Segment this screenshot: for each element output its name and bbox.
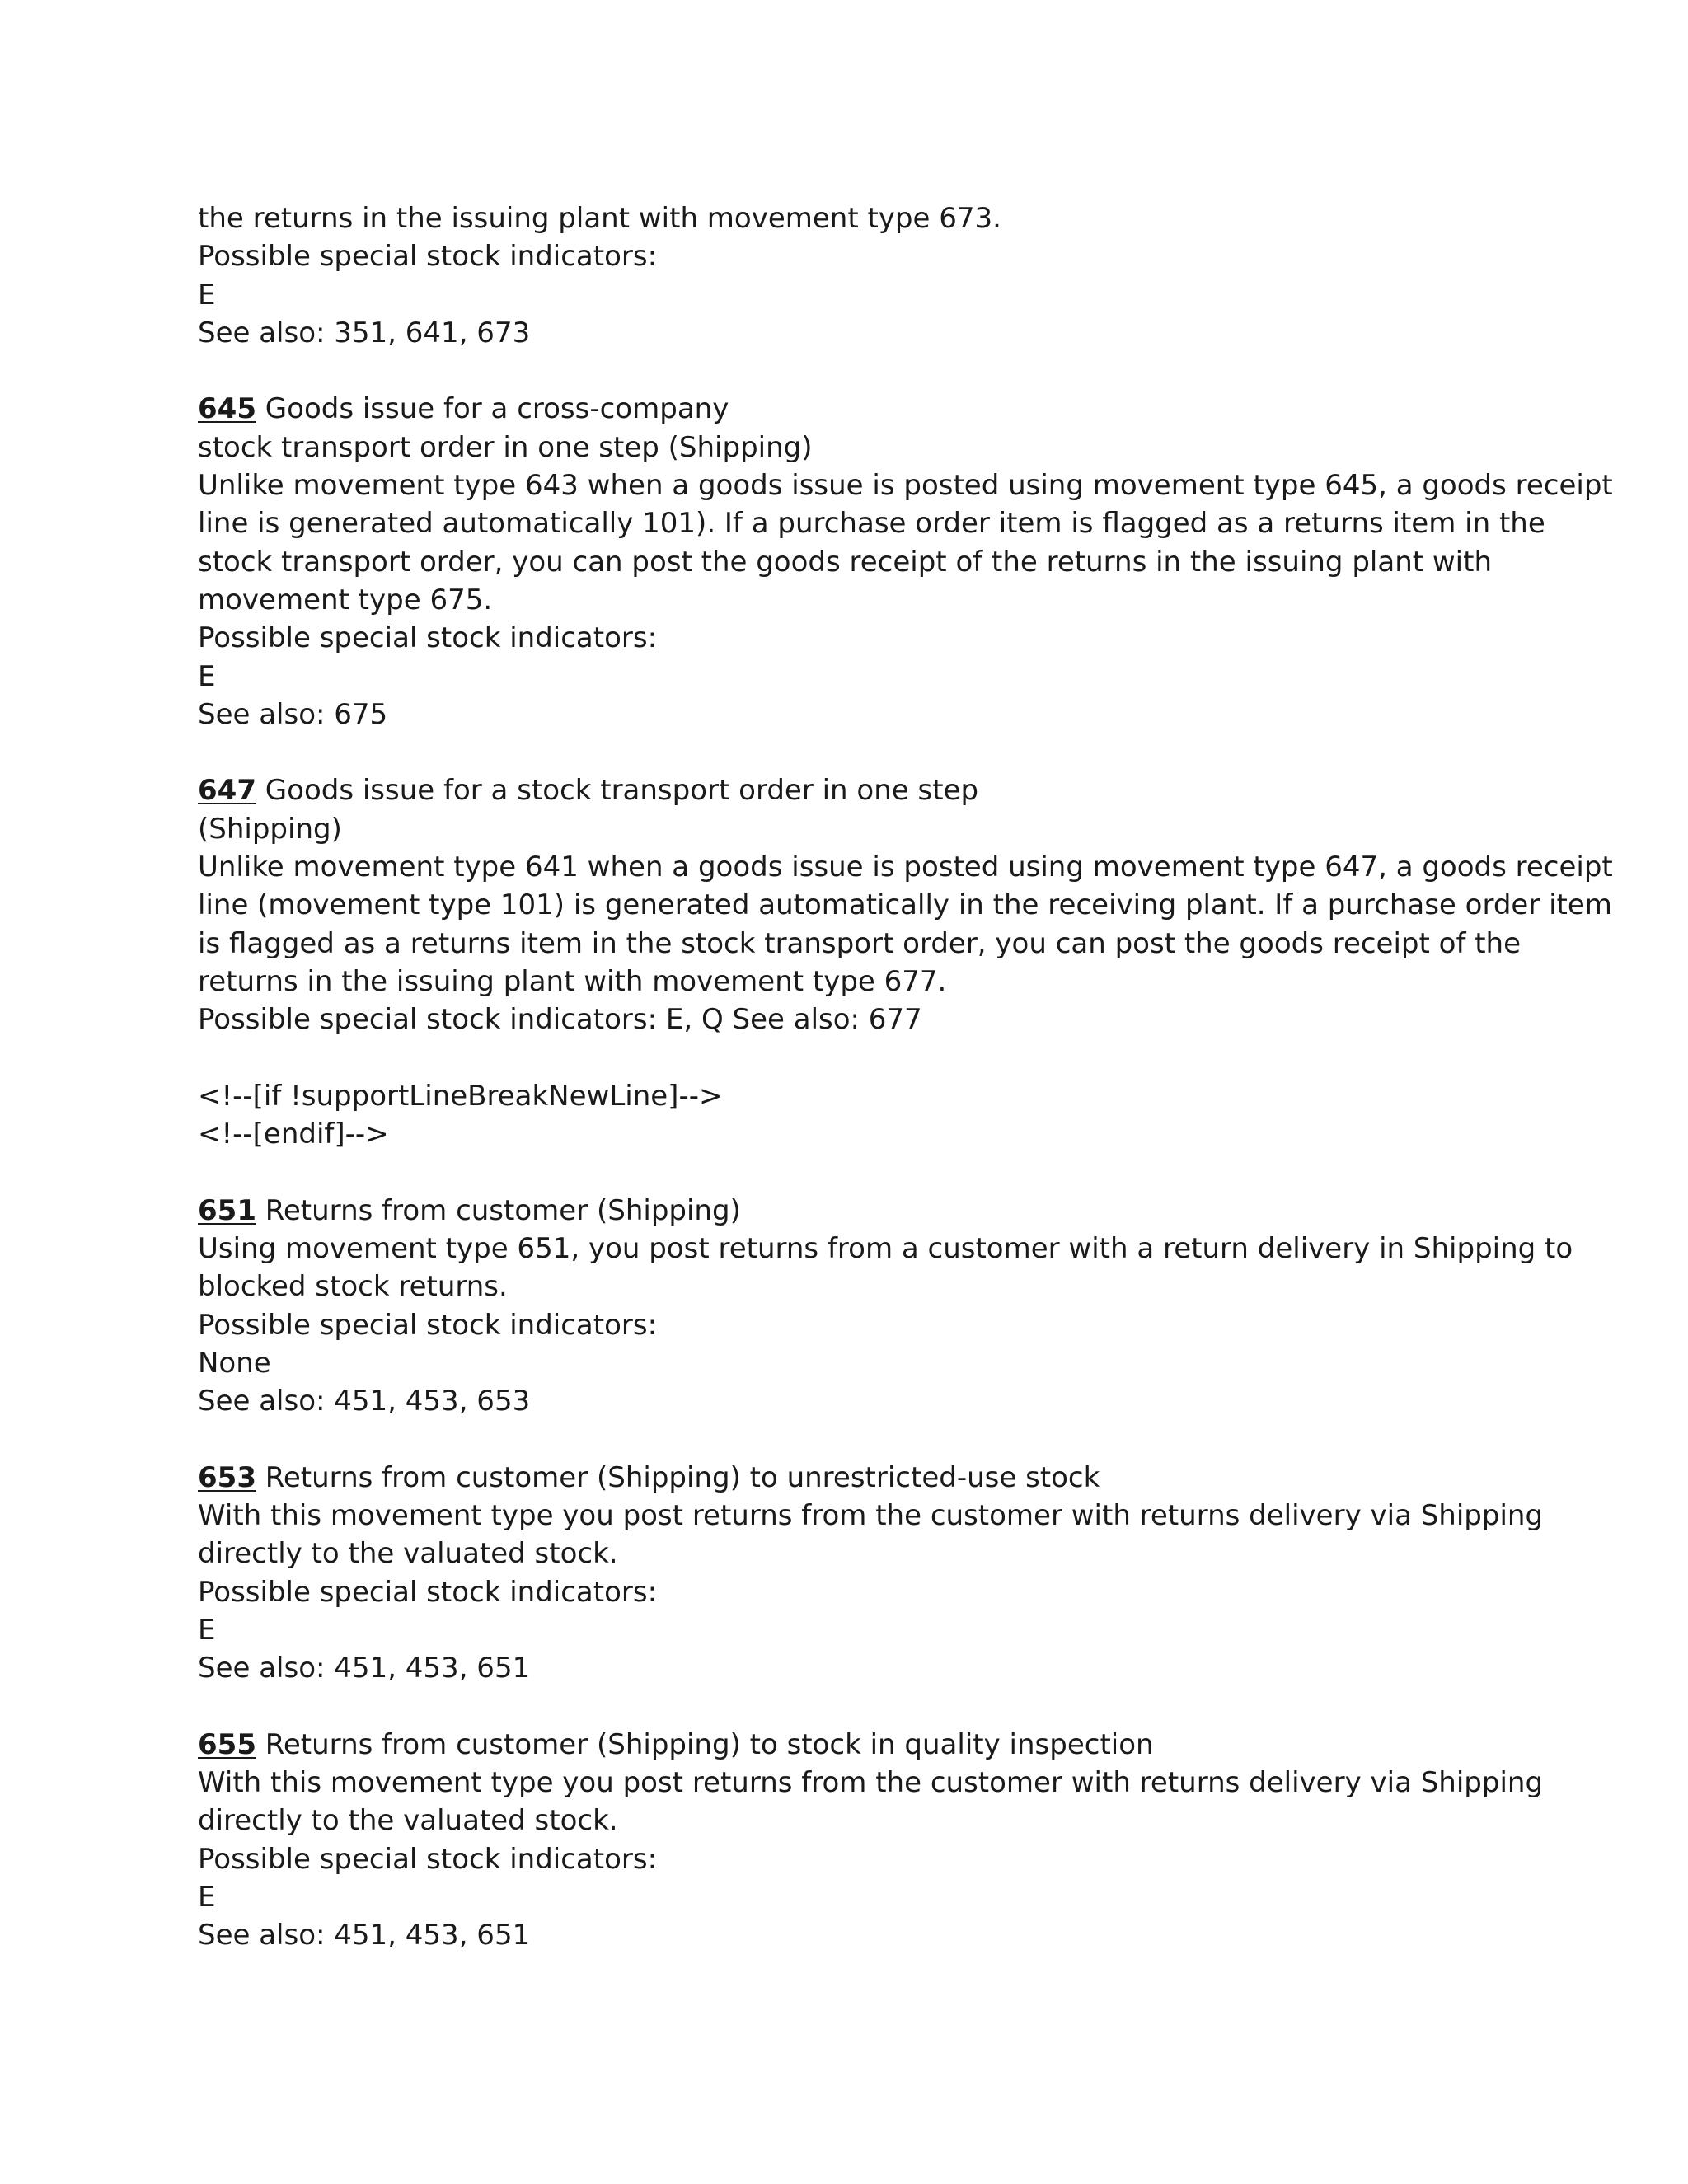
body-line: Possible special stock indicators: <box>198 621 658 655</box>
body-line: returns in the issuing plant with movement type 677. <box>198 964 947 998</box>
spacer <box>198 1153 1525 1191</box>
entry-title: Returns from customer (Shipping) to stock in quality inspection <box>256 1727 1154 1761</box>
body-line: directly to the valuated stock. <box>198 1537 618 1571</box>
body-line: With this movement type you post returns from the customer with returns delivery via Shipping <box>198 1499 1544 1533</box>
comment-line: <!--[endif]--> <box>198 1118 389 1151</box>
movement-type-number: 645 <box>198 392 256 426</box>
body-line: E <box>198 278 216 312</box>
body-line: stock transport order in one step (Shipping) <box>198 430 813 464</box>
body-line: E <box>198 1613 216 1647</box>
body-line: blocked stock returns. <box>198 1270 508 1304</box>
body-line: E <box>198 659 216 693</box>
spacer <box>198 1688 1525 1726</box>
spacer <box>198 352 1525 390</box>
body-line: Possible special stock indicators: E, Q See also: 677 <box>198 1003 922 1037</box>
body-line: E <box>198 1881 216 1915</box>
comment-line: <!--[if !supportLineBreakNewLine]--> <box>198 1079 723 1113</box>
document-page <box>198 199 1613 1955</box>
body-line: the returns in the issuing plant with movement type 673. <box>198 202 1001 235</box>
body-line: None <box>198 1346 271 1380</box>
movement-type-number: 655 <box>198 1727 256 1761</box>
spacer <box>198 733 1525 771</box>
body-line: is flagged as a returns item in the stock transport order, you can post the goods receipt of the <box>198 926 1522 960</box>
body-line: See also: 451, 453, 651 <box>198 1652 531 1685</box>
movement-type-number: 653 <box>198 1460 256 1494</box>
entry-heading <box>198 1192 1525 1230</box>
entry-title: Returns from customer (Shipping) to unrestricted-use stock <box>256 1460 1100 1494</box>
entry-title: Goods issue for a cross-company <box>256 392 729 426</box>
body-line: See also: 451, 453, 651 <box>198 1919 531 1952</box>
body-line: Possible special stock indicators: <box>198 1842 658 1876</box>
entry-heading <box>198 390 1525 428</box>
body-line: Possible special stock indicators: <box>198 240 658 274</box>
movement-type-number: 647 <box>198 774 256 808</box>
body-line: movement type 675. <box>198 583 493 616</box>
spacer <box>198 1039 1525 1077</box>
body-line: (Shipping) <box>198 812 342 846</box>
spacer <box>198 1421 1525 1459</box>
body-line: See also: 451, 453, 653 <box>198 1385 531 1418</box>
body-line: Unlike movement type 641 when a goods issue is posted using movement type 647, a goods receipt <box>198 851 1613 884</box>
body-line: Using movement type 651, you post returns from a customer with a return delivery in Shipping to <box>198 1232 1573 1266</box>
body-line: Possible special stock indicators: <box>198 1308 658 1342</box>
body-line: Unlike movement type 643 when a goods issue is posted using movement type 645, a goods receipt <box>198 469 1613 503</box>
entry-heading <box>198 1459 1525 1497</box>
entry-title: Returns from customer (Shipping) <box>256 1193 741 1227</box>
entry-title: Goods issue for a stock transport order in one step <box>256 774 979 808</box>
body-line: stock transport order, you can post the goods receipt of the returns in the issuing plant with <box>198 545 1493 579</box>
body-line: Possible special stock indicators: <box>198 1575 658 1609</box>
body-line: See also: 351, 641, 673 <box>198 316 531 349</box>
movement-type-number: 651 <box>198 1193 256 1227</box>
entry-heading <box>198 1726 1525 1764</box>
body-line: With this movement type you post returns from the customer with returns delivery via Shipping <box>198 1766 1544 1800</box>
body-line: line (movement type 101) is generated automatically in the receiving plant. If a purchase order item <box>198 888 1612 922</box>
body-line: See also: 675 <box>198 697 388 731</box>
body-line: line is generated automatically 101). If a purchase order item is flagged as a returns item in the <box>198 507 1545 541</box>
body-line: directly to the valuated stock. <box>198 1804 618 1838</box>
entry-heading <box>198 771 1525 809</box>
